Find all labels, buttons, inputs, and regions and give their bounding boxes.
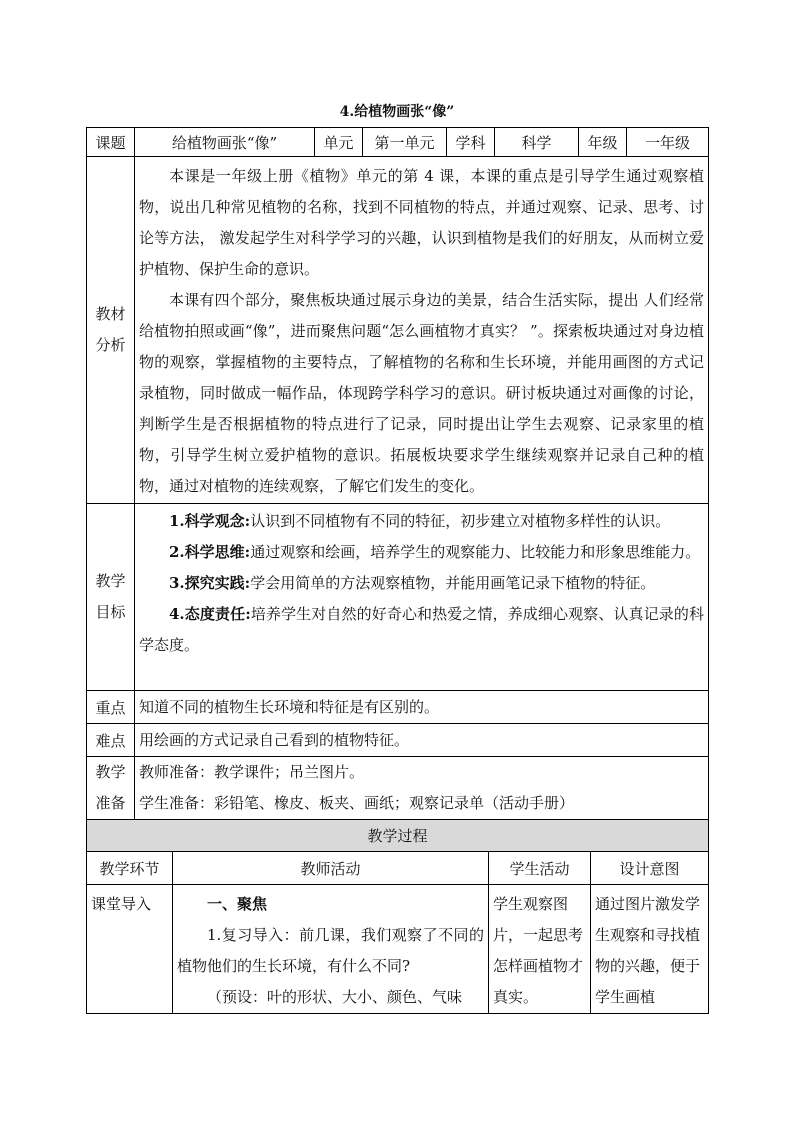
difficulty-row — [87, 724, 709, 757]
goals-row — [87, 504, 709, 691]
goal-key: 2.科学思维: — [169, 543, 251, 561]
teaching-process-table — [86, 819, 709, 1014]
process-header: 教学过程 — [87, 820, 709, 852]
difficulty-text: 用绘画的方式记录自己看到的植物特征。 — [135, 724, 709, 757]
grade-label: 年级 — [579, 128, 627, 157]
lesson-label: 课题 — [87, 128, 135, 157]
process-row — [87, 885, 709, 1014]
goals-label — [87, 504, 135, 691]
goal-text: 通过观察和绘画，培养学生的观察能力、比较能力和形象思维能力。 — [250, 543, 701, 561]
student-preparation: 学生准备：彩铅笔、橡皮、板夹、画纸；观察记录单（活动手册） — [139, 794, 575, 812]
analysis-label-line1: 教材 — [95, 305, 126, 323]
column-student-activity: 学生活动 — [489, 852, 591, 885]
goal-item — [135, 568, 708, 599]
goal-item — [135, 599, 708, 661]
subject-value: 科学 — [495, 128, 579, 157]
analysis-row — [87, 157, 709, 504]
goal-item — [135, 506, 708, 537]
teacher-activity-cell — [173, 885, 489, 1014]
goal-key: 3.探究实践: — [169, 574, 251, 592]
goals-content — [135, 504, 709, 691]
analysis-content — [135, 157, 709, 504]
process-header-row — [87, 820, 709, 852]
key-point-label: 重点 — [87, 691, 135, 724]
goal-text: 培养学生对自然的好奇心和热爱之情，养成细心观察、认真记录的科学态度。 — [139, 605, 704, 654]
unit-label: 单元 — [315, 128, 363, 157]
analysis-paragraph-2: 本课有四个部分，聚焦板块通过展示身边的美景，结合生活实际，提出 人们经常给植物拍照或画“像”，进而聚焦问题“怎么画植物才真实？ ”。探索板块通过对身边植物的观察，掌握植物的主要特点，了解植物的名称和生长环境，并能用画图的方式记录植物，同时做成一幅作品，体现跨学科学习的意识。研讨板块通过对画像的讨论，判断学生是否根据植物的特点进行了记录，同时提出让学生去观察、记录家里的植物，引导学生树立爱护植物的意识。拓展板块要求学生继续观察并记录自己种的植物，通过对植物的连续观察，了解它们发生的变化。 — [139, 291, 704, 495]
difficulty-label: 难点 — [87, 724, 135, 757]
column-teacher-activity: 教师活动 — [173, 852, 489, 885]
goal-text: 学会用简单的方法观察植物，并能用画笔记录下植物的特征。 — [250, 574, 656, 592]
process-columns-row — [87, 852, 709, 885]
student-activity-cell: 学生观察图片，一起思考怎样画植物才真实。 — [489, 885, 591, 1014]
column-stage: 教学环节 — [87, 852, 173, 885]
analysis-label — [87, 157, 135, 504]
lesson-value: 给植物画张“像” — [135, 128, 315, 157]
preparation-label-line2: 准备 — [95, 794, 126, 812]
info-row — [87, 128, 709, 157]
goals-label-line2: 目标 — [95, 603, 126, 621]
goal-text: 认识到不同植物有不同的特征，初步建立对植物多样性的认识。 — [250, 512, 671, 530]
document-title: 4.给植物画张“像” — [339, 104, 455, 120]
lesson-plan-table — [86, 127, 709, 820]
column-design-intent: 设计意图 — [591, 852, 709, 885]
goal-item — [135, 537, 708, 568]
preparation-label-line1: 教学 — [95, 763, 126, 781]
teacher-activity-line: （预设：叶的形状、大小、颜色、气味 — [207, 988, 463, 1006]
design-intent-cell: 通过图片激发学生观察和寻找植物的兴趣，便于学生画植 — [591, 885, 709, 1014]
key-point-text: 知道不同的植物生长环境和特征是有区别的。 — [135, 691, 709, 724]
teacher-activity-line: 1.复习导入：前几课，我们观察了不同的植物他们的生长环境，有什么不同? — [177, 926, 484, 975]
stage-cell: 课堂导入 — [87, 885, 173, 1014]
subject-label: 学科 — [447, 128, 495, 157]
analysis-paragraph-1: 本课是一年级上册《植物》单元的第 4 课，本课的重点是引导学生通过观察植物，说出几种常见植物的名称，找到不同植物的特点，并通过观察、记录、思考、讨论等方法， 激发起学生对科学学习的兴趣，认识到植物是我们的好朋友，从而树立爱护植物、保护生命的意识。 — [139, 167, 704, 278]
key-point-row — [87, 691, 709, 724]
analysis-label-line2: 分析 — [95, 336, 126, 354]
goal-key: 4.态度责任: — [169, 605, 251, 623]
preparation-row — [87, 757, 709, 820]
goal-key: 1.科学观念: — [169, 512, 251, 530]
unit-value: 第一单元 — [363, 128, 447, 157]
grade-value: 一年级 — [627, 128, 709, 157]
teacher-preparation: 教师准备：教学课件；吊兰图片。 — [139, 763, 365, 781]
preparation-content — [135, 757, 709, 820]
preparation-label — [87, 757, 135, 820]
goals-label-line1: 教学 — [95, 572, 126, 590]
teacher-activity-heading: 一、聚焦 — [207, 895, 268, 913]
